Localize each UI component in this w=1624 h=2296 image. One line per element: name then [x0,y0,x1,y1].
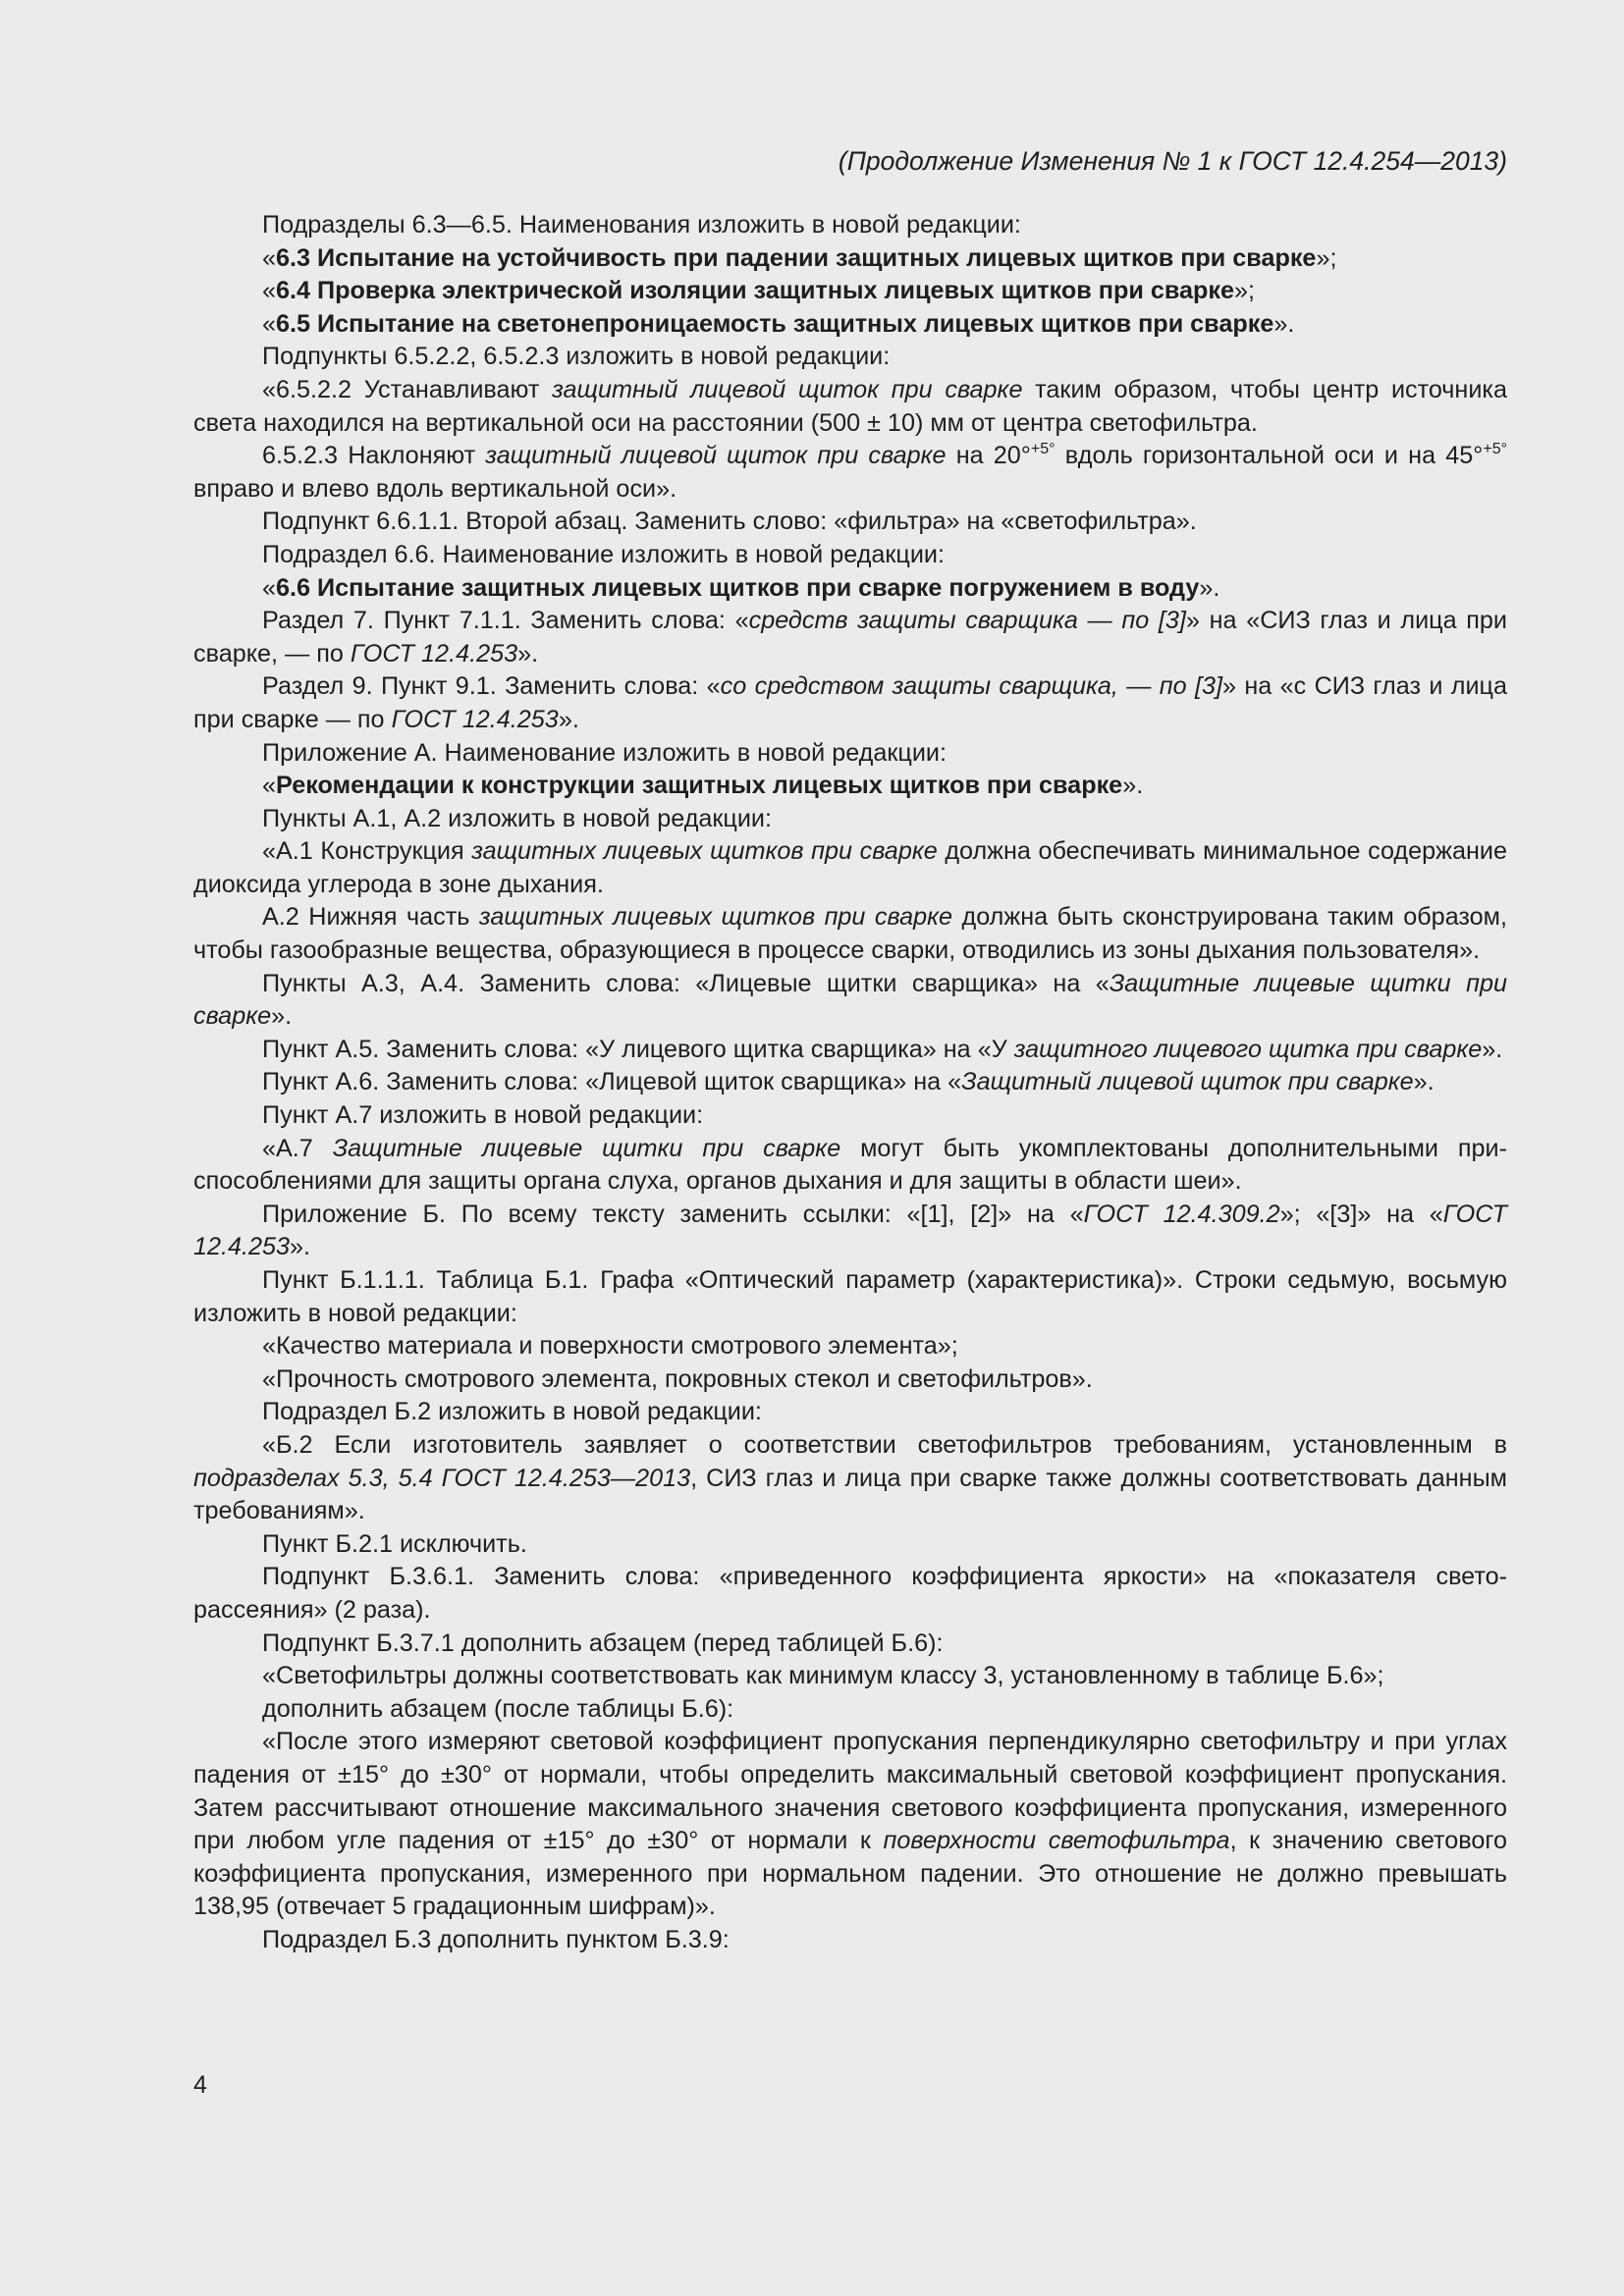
text-run: « [262,277,277,305]
text-run: Подраздел Б.3 дополнить пунктом Б.3.9: [262,1925,730,1953]
text-run: ». [1413,1068,1435,1096]
italic-text: защитный лицевой щиток при сварке [485,442,947,470]
text-run: »; [1234,277,1256,305]
bold-text: 6.4 Проверка электрической изоляции защитных лицевых щитков при сварке [276,277,1234,305]
text-run: , к значению светового коэффициента пропускания, измеренного при нормальном падении. Это отношение не должно превышать 138,95 (отвечает 5 градационным шифрам)». [193,1827,1508,1921]
text-run: Подпункты 6.5.2.2, 6.5.2.3 изложить в новой редакции: [262,343,891,371]
paragraph [193,440,1507,506]
text-run: могут быть укомплектованы дополнительными приспособлениями для защиты органа слуха, органов дыхания и для защиты в области шеи». [193,1134,1507,1196]
text-run: ». [558,705,579,733]
text-run: Приложение А. Наименование изложить в новой редакции: [262,738,947,767]
text-run: должна быть сконструирована таким образом, чтобы газообразные вещества, образующиеся в процессе сварки, отводились из зоны дыхания пользователя». [193,903,1508,965]
text-run: ». [1199,573,1220,602]
text-run: Пункт Б.1.1.1. Таблица Б.1. Графа «Оптический параметр (характеристика)». Строки седьмую, восьмую изложить в новой редакции: [193,1266,1507,1327]
text-run: « [262,573,277,602]
italic-text: средств защиты сварщика — по [3] [748,607,1186,635]
paragraph [193,1199,1507,1264]
text-run: 6.5.2.3 Наклоняют [262,442,486,470]
text-run: «После этого измеряют световой коэффициент пропускания перпендикулярно светофильтру и при углах падения от ±15° до ±30° от нормали, чтобы определить максимальный световой коэффициент пропускания. Затем рассчитывают отношение максимального значения светового коэффициента пропускания, измеренного при любом угле падения от ±15° до ±30° от нормали к [193,1728,1507,1855]
text-run: на 20° [946,442,1031,470]
paragraph [193,835,1507,901]
superscript-text: +5° [1030,441,1056,458]
italic-text: ГОСТ 12.4.253 [391,705,559,733]
paragraph [193,1066,1507,1099]
paragraph [193,1133,1507,1199]
italic-text: ГОСТ 12.4.309.2 [1083,1200,1280,1228]
text-run: Пункт Б.2.1 исключить. [262,1529,527,1558]
text-run: Пункты А.1, А.2 изложить в новой редакции: [262,804,772,832]
paragraph [193,968,1507,1034]
text-run: ». [517,639,539,667]
text-run: , СИЗ глаз и лица при сварке также должны соответствовать данным требованиям». [193,1464,1507,1525]
text-run: « [262,772,277,800]
paragraph [193,506,1507,539]
text-run: Подпункт Б.3.7.1 дополнить абзацем (перед таблицей Б.6): [262,1629,944,1657]
paragraph [193,242,1507,276]
italic-text: Защитный лицевой щиток при сварке [961,1068,1414,1096]
paragraph [193,1924,1507,1957]
superscript-text: +5° [1483,441,1507,458]
paragraph [193,1628,1507,1661]
italic-text: подразделах 5.3, 5.4 ГОСТ 12.4.253—2013 [193,1464,691,1492]
bold-text: Рекомендации к конструкции защитных лицевых щитков при сварке [276,772,1123,800]
text-run: «Б.2 Если изготовитель заявляет о соответствии светофильтров требованиям, установленным в [262,1430,1507,1459]
text-run: Пункт А.5. Заменить слова: «У лицевого щитка сварщика» на «У [262,1035,1014,1063]
paragraph [193,1330,1507,1363]
text-run: ». [290,1233,311,1261]
paragraph [193,341,1507,374]
paragraph [193,1693,1507,1727]
paragraph [193,1099,1507,1133]
document-body [193,209,1507,1956]
paragraph [193,572,1507,606]
text-run: Раздел 7. Пункт 7.1.1. Заменить слова: « [262,607,749,635]
paragraph [193,1561,1507,1627]
text-run: » на «с СИЗ глаз и лица при сварке — по [193,672,1507,733]
paragraph [193,1363,1507,1397]
paragraph [193,1264,1507,1330]
text-run: Подпункт Б.3.6.1. Заменить слова: «приведенного коэффициента яркости» на «показателя светорассеяния» (2 раза). [193,1563,1507,1624]
text-run: Раздел 9. Пункт 9.1. Заменить слова: « [262,672,721,701]
paragraph [193,770,1507,803]
italic-text: Защитные лицевые щитки при сварке [193,969,1507,1031]
text-run: А.2 Нижняя часть [262,903,479,932]
bold-text: 6.5 Испытание на светонепроницаемость защитных лицевых щитков при сварке [276,309,1274,338]
paragraph [193,539,1507,572]
italic-text: со средством защиты сварщика, — по [3] [720,672,1223,701]
italic-text: ГОСТ 12.4.253 [350,639,518,667]
text-run: »; «[3]» на « [1279,1200,1443,1228]
paragraph [193,803,1507,836]
text-run: «Качество материала и поверхности смотрового элемента»; [262,1332,958,1361]
text-run: Приложение Б. По всему тексту заменить ссылки: «[1], [2]» на « [262,1200,1084,1228]
paragraph [193,209,1507,242]
text-run: ». [1482,1035,1503,1063]
text-run: таким образом, чтобы центр источника света находился на вертикальной оси на расстоянии (500 ± 10) мм от центра светофильтра. [193,375,1507,437]
paragraph [193,1034,1507,1067]
text-run: вдоль горизонтальной оси и на 45° [1055,442,1484,470]
text-run: Подраздел 6.6. Наименование изложить в новой редакции: [262,540,945,568]
text-run: «Светофильтры должны соответствовать как минимум классу 3, установленному в таблице Б.6»; [262,1662,1384,1690]
paragraph [193,374,1507,440]
paragraph [193,275,1507,308]
italic-text: ГОСТ 12.4.253 [193,1200,1507,1261]
italic-text: поверхности светофильтра [883,1827,1230,1855]
paragraph [193,737,1507,771]
italic-text: защитных лицевых щитков при сварке [471,837,938,866]
page-number: 4 [193,2071,207,2099]
paragraph [193,605,1507,670]
text-run: должна обеспечивать минимальное содержание диоксида углерода в зоне дыхания. [193,837,1507,898]
paragraph [193,1396,1507,1429]
bold-text: 6.6 Испытание защитных лицевых щитков при сварке погружением в воду [276,573,1200,602]
text-run: вправо и влево вдоль вертикальной оси». [193,474,677,503]
text-run: » на «СИЗ глаз и лица при сварке, — по [193,607,1507,667]
text-run: Подпункт 6.6.1.1. Второй абзац. Заменить слово: «фильтра» на «светофильтра». [262,507,1197,536]
paragraph [193,901,1507,967]
bold-text: 6.3 Испытание на устойчивость при падении защитных лицевых щитков при сварке [276,243,1317,272]
text-run: Пункты А.3, А.4. Заменить слова: «Лицевые щитки сварщика» на « [262,969,1110,997]
paragraph [193,670,1507,736]
running-header: (Продолжение Изменения № 1 к ГОСТ 12.4.254—2013) [838,146,1507,176]
italic-text: Защитные лицевые щитки при сварке [332,1134,841,1162]
text-run: Подраздел Б.2 изложить в новой редакции: [262,1398,762,1426]
paragraph [193,1528,1507,1562]
text-run: дополнить абзацем (после таблицы Б.6): [262,1694,734,1723]
text-run: ». [1122,772,1144,800]
paragraph [193,1726,1507,1924]
text-run: «А.1 Конструкция [262,837,472,866]
paragraph [193,1429,1507,1528]
text-run: «А.7 [262,1134,333,1162]
text-run: Пункт А.7 изложить в новой редакции: [262,1101,704,1130]
text-run: «6.5.2.2 Устанавливают [262,375,553,403]
text-run: »; [1316,243,1337,272]
text-run: ». [271,1002,293,1031]
italic-text: защитного лицевого щитка при сварке [1013,1035,1483,1063]
text-run: «Прочность смотрового элемента, покровных стекол и светофильтров». [262,1364,1093,1393]
paragraph [193,1660,1507,1693]
text-run: « [262,243,277,272]
text-run: « [262,309,277,338]
text-run: ». [1273,309,1295,338]
text-run: Подразделы 6.3—6.5. Наименования изложить в новой редакции: [262,211,1021,239]
paragraph [193,308,1507,342]
italic-text: защитных лицевых щитков при сварке [478,903,953,932]
italic-text: защитный лицевой щиток при сварке [552,375,1023,403]
text-run: Пункт А.6. Заменить слова: «Лицевой щиток сварщика» на « [262,1068,962,1096]
